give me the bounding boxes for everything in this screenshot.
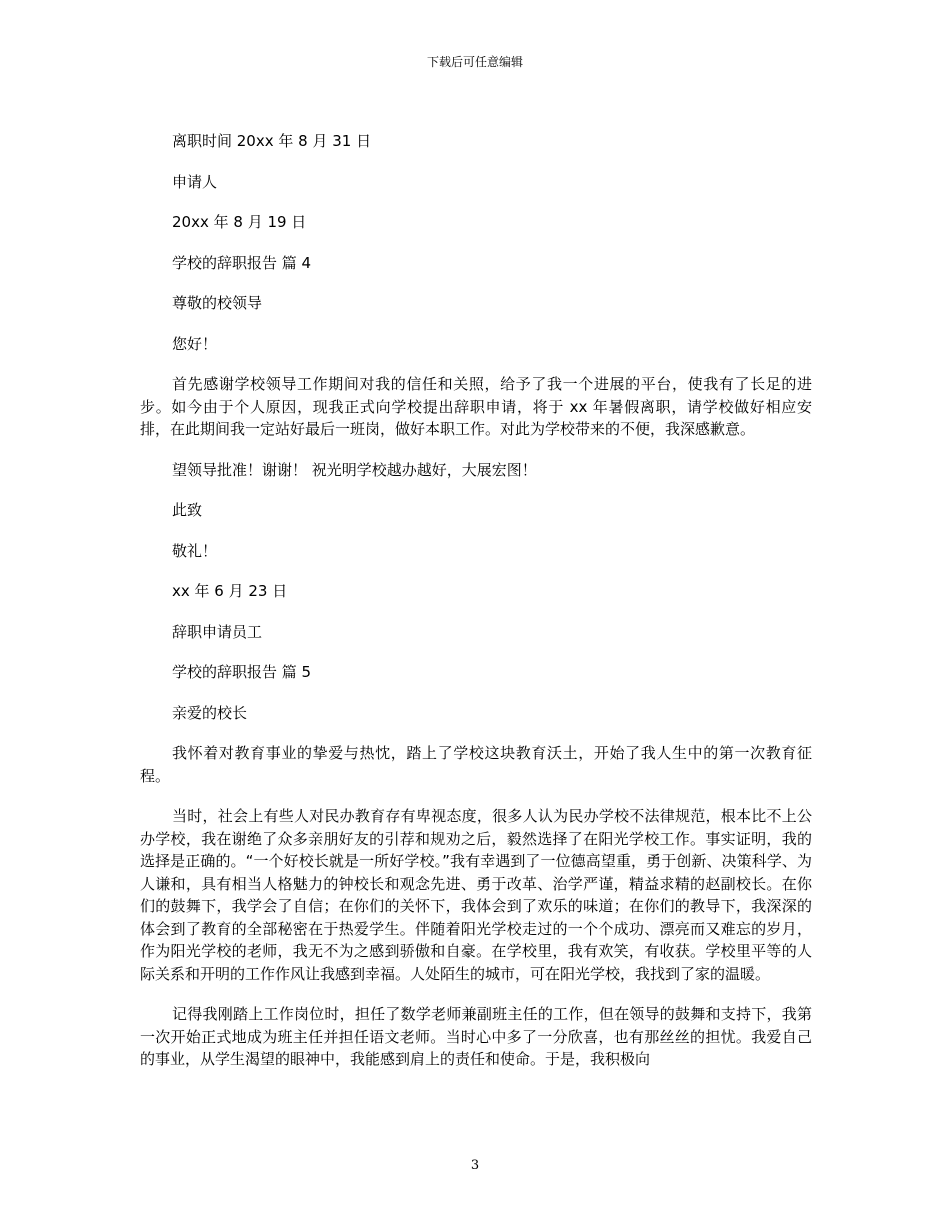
page-header: 下载后可任意编辑 (426, 55, 523, 69)
paragraph-body: 当时，社会上有些人对民办教育存有卑视态度，很多人认为民办学校不法律规范，根本比不上公办学校，我在谢绝了众多亲朋好友的引荐和规劝之后，毅然选择了在阳光学校工作。事实证明，我的选择是正确的。“一个好校长就是一所好学校。”我有幸遇到了一位德高望重，勇于创新、决策科学、为人谦和，具有相当人格魅力的钟校长和观念先进、勇于改革、治学严谨，精益求精的赵副校长。在你们的鼓舞下，我学会了自信；在你们的关怀下，我体会到了欢乐的味道；在你们的教导下，我深深的体会到了教育的全部秘密在于热爱学生。伴随着阳光学校走过的一个个成功、漂亮而又难忘的岁月，作为阳光学校的老师，我无不为之感到骄傲和自豪。在学校里，我有欢笑，有收获。学校里平等的人际关系和开明的工作作风让我感到幸福。人处陌生的城市，可在阳光学校，我找到了家的温暖。 (140, 807, 812, 983)
page-number: 3 (470, 1158, 480, 1173)
section-heading-4: 学校的辞职报告 篇 4 (172, 253, 312, 272)
paragraph-applicant: 申请人 (172, 172, 218, 191)
paragraph-body: 首先感谢学校领导工作期间对我的信任和关照，给予了我一个进展的平台，使我有了长足的进步。如今由于个人原因，现我正式向学校提出辞职申请，将于 xx 年暑假离职，请学校做好相应安排，在此期间我一定站好最后一班岗，做好本职工作。对此为学校带来的不便，我深感歉意。 (140, 375, 812, 438)
paragraph-salutation: 尊敬的校领导 (172, 294, 263, 312)
paragraph-date: 20xx 年 8 月 19 日 (172, 213, 307, 231)
paragraph-greeting: 您好！ (172, 334, 218, 353)
paragraph-closing: 此致 (172, 501, 203, 519)
paragraph-wishes: 望领导批准！谢谢！ 祝光明学校越办越好，大展宏图！ (172, 460, 537, 479)
document-body (140, 130, 812, 1089)
paragraph-resignation-date: 离职时间 20xx 年 8 月 31 日 (172, 132, 372, 150)
section-heading-5: 学校的辞职报告 篇 5 (172, 663, 312, 681)
paragraph-signature: 辞职申请员工 (172, 622, 263, 641)
paragraph-salutation: 亲爱的校长 (172, 703, 248, 722)
paragraph-body: 我怀着对教育事业的挚爱与热忱，踏上了学校这块教育沃土，开始了我人生中的第一次教育征程。 (140, 744, 812, 785)
paragraph-body: 记得我刚踏上工作岗位时，担任了数学老师兼副班主任的工作，但在领导的鼓舞和支持下，我第一次开始正式地成为班主任并担任语文老师。当时心中多了一分欣喜，也有那丝丝的担忧。我爱自己的事业，从学生渴望的眼神中，我能感到肩上的责任和使命。于是，我积极向 (140, 1005, 812, 1068)
paragraph-date: xx 年 6 月 23 日 (172, 582, 288, 600)
paragraph-regards: 敬礼！ (172, 541, 218, 560)
